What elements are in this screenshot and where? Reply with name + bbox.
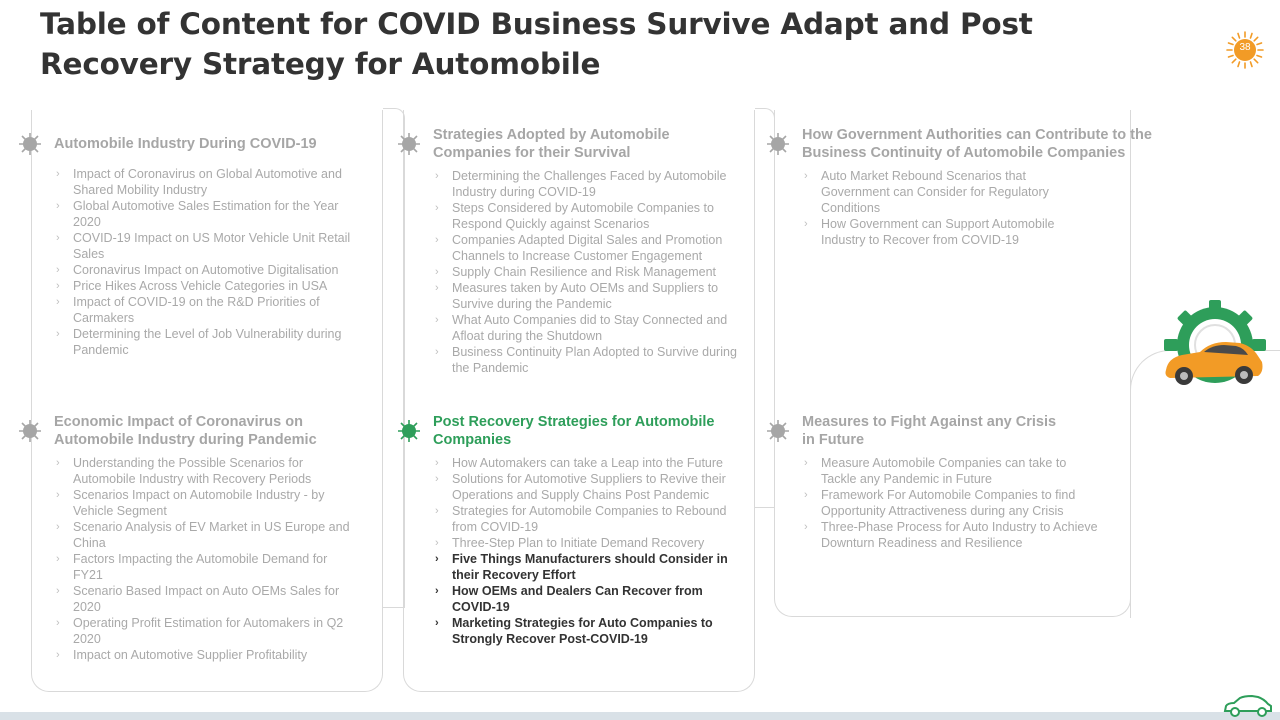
list-item: › Auto Market Rebound Scenarios that Government can Consider for Regulatory Conditions	[804, 169, 1049, 215]
chevron-right-icon: ›	[56, 649, 60, 661]
page-number: 38	[1239, 42, 1251, 53]
list-item: › Determining the Challenges Faced by Automobile Industry during COVID-19	[435, 169, 727, 199]
virus-icon	[766, 132, 790, 156]
list-item: › What Auto Companies did to Stay Connected and Afloat during the Shutdown	[435, 313, 728, 343]
chevron-right-icon: ›	[56, 264, 60, 276]
virus-icon	[397, 132, 421, 156]
section-list	[433, 455, 738, 647]
list-item: › Companies Adapted Digital Sales and Promotion Channels to Increase Customer Engagement	[435, 233, 723, 263]
chevron-right-icon: ›	[435, 473, 439, 485]
section-survival-strategies	[433, 126, 738, 376]
list-item: › Framework For Automobile Companies to find Opportunity Attractiveness during any Crisis	[804, 488, 1076, 518]
list-item: › How Government can Support Automobile Industry to Recover from COVID-19	[804, 217, 1055, 247]
virus-icon	[766, 419, 790, 443]
section-government-contribution	[802, 126, 1172, 248]
chevron-right-icon: ›	[804, 521, 808, 533]
section-list	[802, 455, 1102, 551]
section-crisis-measures	[802, 413, 1102, 551]
chevron-right-icon: ›	[56, 457, 60, 469]
chevron-right-icon: ›	[56, 585, 60, 597]
list-item: › Five Things Manufacturers should Consider in their Recovery Effort	[435, 552, 728, 582]
section-post-recovery	[433, 413, 738, 647]
chevron-right-icon: ›	[435, 457, 439, 469]
list-item: › Marketing Strategies for Auto Companies to Strongly Recover Post-COVID-19	[435, 616, 713, 646]
chevron-right-icon: ›	[56, 296, 60, 308]
chevron-right-icon: ›	[435, 170, 439, 182]
chevron-right-icon: ›	[804, 170, 808, 182]
frame-column-1-tab	[383, 108, 405, 608]
chevron-right-icon: ›	[804, 457, 808, 469]
section-economic-impact	[54, 413, 359, 663]
footer-bar	[0, 712, 1280, 720]
list-item: › Impact of Coronavirus on Global Automotive and Shared Mobility Industry	[56, 167, 342, 197]
chevron-right-icon: ›	[56, 553, 60, 565]
list-item: › Impact of COVID-19 on the R&D Priorities of Carmakers	[56, 295, 320, 325]
list-item: › Steps Considered by Automobile Companies to Respond Quickly against Scenarios	[435, 201, 714, 231]
chevron-right-icon: ›	[435, 346, 439, 358]
list-item: › How Automakers can take a Leap into the Future	[435, 456, 723, 470]
chevron-right-icon: ›	[435, 617, 439, 629]
chevron-right-icon: ›	[804, 489, 808, 501]
list-item: › Strategies for Automobile Companies to Rebound from COVID-19	[435, 504, 727, 534]
section-heading: Automobile Industry During COVID-19	[54, 136, 317, 152]
list-item: › Impact on Automotive Supplier Profitability	[56, 648, 308, 662]
car-outline-icon	[1222, 694, 1274, 718]
chevron-right-icon: ›	[435, 314, 439, 326]
list-item: › Supply Chain Resilience and Risk Management	[435, 265, 717, 279]
page-number-badge	[1225, 30, 1265, 70]
list-item: › Price Hikes Across Vehicle Categories in USA	[56, 279, 328, 293]
chevron-right-icon: ›	[435, 553, 439, 565]
list-item: › Factors Impacting the Automobile Demand for FY21	[56, 552, 328, 582]
chevron-right-icon: ›	[435, 282, 439, 294]
list-item: › Solutions for Automotive Suppliers to Revive their Operations and Supply Chains Post Pandemic	[435, 472, 726, 502]
section-heading: Post Recovery Strategies for Automobile Companies	[433, 414, 715, 448]
list-item: › Understanding the Possible Scenarios for Automobile Industry with Recovery Periods	[56, 456, 312, 486]
chevron-right-icon: ›	[56, 168, 60, 180]
list-item: › Three-Step Plan to Initiate Demand Recovery	[435, 536, 705, 550]
section-automobile-industry	[54, 135, 364, 358]
list-item: › Determining the Level of Job Vulnerability during Pandemic	[56, 327, 342, 357]
chevron-right-icon: ›	[56, 328, 60, 340]
list-item: › Scenario Based Impact on Auto OEMs Sales for 2020	[56, 584, 340, 614]
list-item: › Measures taken by Auto OEMs and Suppliers to Survive during the Pandemic	[435, 281, 719, 311]
virus-icon	[18, 132, 42, 156]
chevron-right-icon: ›	[435, 585, 439, 597]
list-item: › Operating Profit Estimation for Automakers in Q2 2020	[56, 616, 344, 646]
chevron-right-icon: ›	[435, 505, 439, 517]
chevron-right-icon: ›	[435, 234, 439, 246]
chevron-right-icon: ›	[804, 218, 808, 230]
virus-icon	[18, 419, 42, 443]
chevron-right-icon: ›	[435, 202, 439, 214]
chevron-right-icon: ›	[56, 489, 60, 501]
chevron-right-icon: ›	[56, 232, 60, 244]
frame-column-3-top	[1130, 350, 1280, 618]
section-heading: How Government Authorities can Contribute to the Business Continuity of Automobile Companies	[802, 127, 1152, 161]
list-item: › COVID-19 Impact on US Motor Vehicle Unit Retail Sales	[56, 231, 351, 261]
section-list	[802, 168, 1087, 248]
chevron-right-icon: ›	[435, 537, 439, 549]
gear-car-illustration	[1160, 300, 1270, 390]
chevron-right-icon: ›	[56, 200, 60, 212]
list-item: › Scenario Analysis of EV Market in US Europe and China	[56, 520, 350, 550]
list-item: › Business Continuity Plan Adopted to Survive during the Pandemic	[435, 345, 737, 375]
slide-title: Table of Content for COVID Business Survive Adapt and Post Recovery Strategy for Automobile	[40, 7, 1033, 81]
section-heading: Measures to Fight Against any Crisis in Future	[802, 414, 1057, 448]
list-item: › Measure Automobile Companies can take to Tackle any Pandemic in Future	[804, 456, 1067, 486]
section-heading: Strategies Adopted by Automobile Companies for their Survival	[433, 127, 670, 161]
list-item: › Coronavirus Impact on Automotive Digitalisation	[56, 263, 339, 277]
list-item: › Three-Phase Process for Auto Industry to Achieve Downturn Readiness and Resilience	[804, 520, 1098, 550]
frame-column-2-tab	[755, 108, 775, 508]
chevron-right-icon: ›	[56, 280, 60, 292]
chevron-right-icon: ›	[56, 521, 60, 533]
chevron-right-icon: ›	[56, 617, 60, 629]
section-heading: Economic Impact of Coronavirus on Automobile Industry during Pandemic	[54, 414, 317, 448]
section-list	[54, 166, 364, 358]
virus-icon-green	[397, 419, 421, 443]
list-item: › How OEMs and Dealers Can Recover from COVID-19	[435, 584, 703, 614]
section-list	[54, 455, 359, 663]
list-item: › Scenarios Impact on Automobile Industry - by Vehicle Segment	[56, 488, 325, 518]
section-list	[433, 168, 738, 376]
chevron-right-icon: ›	[435, 266, 439, 278]
list-item: › Global Automotive Sales Estimation for the Year 2020	[56, 199, 339, 229]
